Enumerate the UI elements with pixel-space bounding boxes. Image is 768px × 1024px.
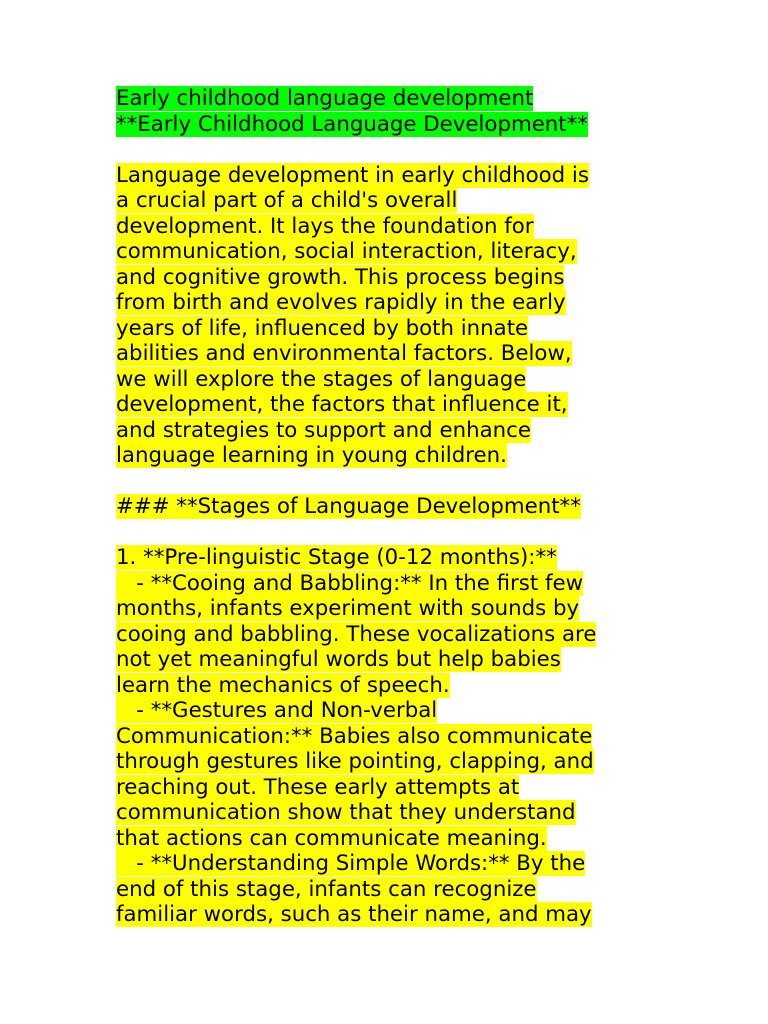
list-line [116,749,676,775]
list-text: cooing and babbling. These vocalizations are [116,621,597,647]
paragraph-text: a crucial part of a child's overall [116,188,458,213]
paragraph-line [116,163,676,189]
list-line [116,622,676,648]
heading-text: ### **Stages of Language Development** [116,494,581,519]
paragraph-spacer [116,520,676,546]
title-line [116,86,676,112]
list-line [116,571,676,597]
paragraph-line [116,214,676,240]
paragraph-text: and cognitive growth. This process begins [116,264,565,290]
list-line [116,698,676,724]
intro-paragraph [116,163,676,469]
paragraph-text: and strategies to support and enhance [116,417,531,443]
list-text: - **Gestures and Non-verbal [116,698,438,723]
list-text: reaching out. These early attempts at [116,774,520,800]
list-text: learn the mechanics of speech. [116,672,450,698]
paragraph-text: years of life, influenced by both innate [116,315,529,341]
list-text: through gestures like pointing, clapping, and [116,749,594,774]
list-text: 1. **Pre-linguistic Stage (0-12 months):** [116,545,557,570]
list-line [116,800,676,826]
list-line [116,596,676,622]
list-text: that actions can communicate meaning. [116,825,547,851]
title-text: Early childhood language development [116,86,534,111]
list-text: - **Understanding Simple Words:** By the [116,851,586,876]
list-line [116,851,676,877]
stages-list [116,545,676,928]
paragraph-text: we will explore the stages of language [116,366,527,392]
list-text: not yet meaningful words but help babies [116,647,561,672]
paragraph-text: from birth and evolves rapidly in the early [116,290,566,315]
paragraph-line [116,188,676,214]
paragraph-line [116,239,676,265]
title-block [116,86,676,137]
title-line [116,112,676,138]
paragraph-line [116,316,676,342]
list-text: Communication:** Babies also communicate [116,723,593,749]
list-line [116,877,676,903]
list-text: end of this stage, infants can recognize [116,876,537,902]
paragraph-line [116,265,676,291]
list-line [116,673,676,699]
paragraph-text: language learning in young children. [116,443,507,468]
paragraph-text: development. It lays the foundation for [116,213,534,239]
list-text: - **Cooing and Babbling:** In the first few [116,570,583,596]
paragraph-spacer [116,469,676,495]
paragraph-line [116,392,676,418]
title-text: **Early Childhood Language Development** [116,111,588,137]
list-line [116,724,676,750]
list-line [116,647,676,673]
list-text: months, infants experiment with sounds by [116,596,580,621]
list-line [116,826,676,852]
document-page [116,86,676,928]
paragraph-spacer [116,137,676,163]
section-heading [116,494,676,520]
list-text: familiar words, such as their name, and may [116,902,592,927]
paragraph-line [116,443,676,469]
paragraph-text: communication, social interaction, literacy, [116,239,577,264]
paragraph-line [116,341,676,367]
paragraph-line [116,367,676,393]
list-line [116,775,676,801]
paragraph-line [116,418,676,444]
paragraph-text: development, the factors that influence it, [116,392,568,417]
paragraph-text: Language development in early childhood is [116,162,589,188]
paragraph-text: abilities and environmental factors. Below, [116,341,572,366]
list-line [116,902,676,928]
list-text: communication show that they understand [116,800,576,825]
paragraph-line [116,290,676,316]
heading-line [116,494,676,520]
list-line [116,545,676,571]
